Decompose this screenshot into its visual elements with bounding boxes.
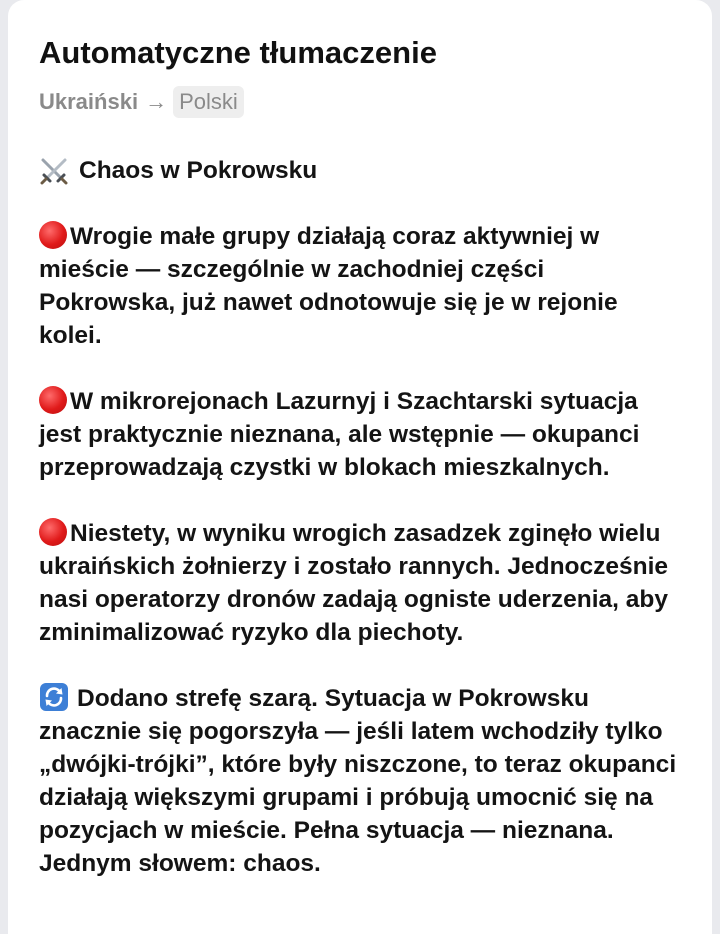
post-paragraph-4 <box>39 682 682 880</box>
source-language: Ukraiński <box>39 89 139 114</box>
translated-post-body <box>39 154 682 880</box>
post-paragraph-1 <box>39 220 682 352</box>
crossed-swords-icon <box>39 157 69 185</box>
paragraph-text: Dodano strefę szarą. Sytuacja w Pokrowsku znacznie się pogorszyła — jeśli latem wchodziły tylko „dwójki-trójki”, które były niszczone, to teraz okupanci działają większymi grupami i próbują umocnić się na pozycjach w mieście. Pełna sytuacja — nieznana. Jednym słowem: chaos. <box>39 685 677 877</box>
red-circle-icon <box>39 221 67 249</box>
refresh-icon <box>39 682 69 712</box>
red-circle-icon <box>39 518 67 546</box>
post-heading <box>39 154 682 187</box>
red-circle-icon <box>39 386 67 414</box>
language-selector-row <box>39 86 682 118</box>
arrow-right-icon: → <box>145 89 168 114</box>
target-language-button[interactable]: Polski <box>173 86 244 118</box>
paragraph-text: W mikrorejonach Lazurnyj i Szachtarski sytuacja jest praktycznie nieznana, ale wstępnie — okupanci przeprowadzają czystki w blokach mieszkalnych. <box>39 388 640 481</box>
post-paragraph-2 <box>39 385 682 484</box>
paragraph-text: Niestety, w wyniku wrogich zasadzek zginęło wielu ukraińskich żołnierzy i zostało rannych. Jednocześnie nasi operatorzy dronów zadają ogniste uderzenia, aby zminimalizować ryzyko dla piechoty. <box>39 520 669 646</box>
post-paragraph-3 <box>39 517 682 649</box>
post-heading-text: Chaos w Pokrowsku <box>79 157 318 184</box>
paragraph-text: Wrogie małe grupy działają coraz aktywniej w mieście — szczególnie w zachodniej części Pokrowska, już nawet odnotowuje się je w rejonie kolei. <box>39 223 618 349</box>
card-title: Automatyczne tłumaczenie <box>39 35 437 70</box>
translation-card <box>8 0 712 934</box>
